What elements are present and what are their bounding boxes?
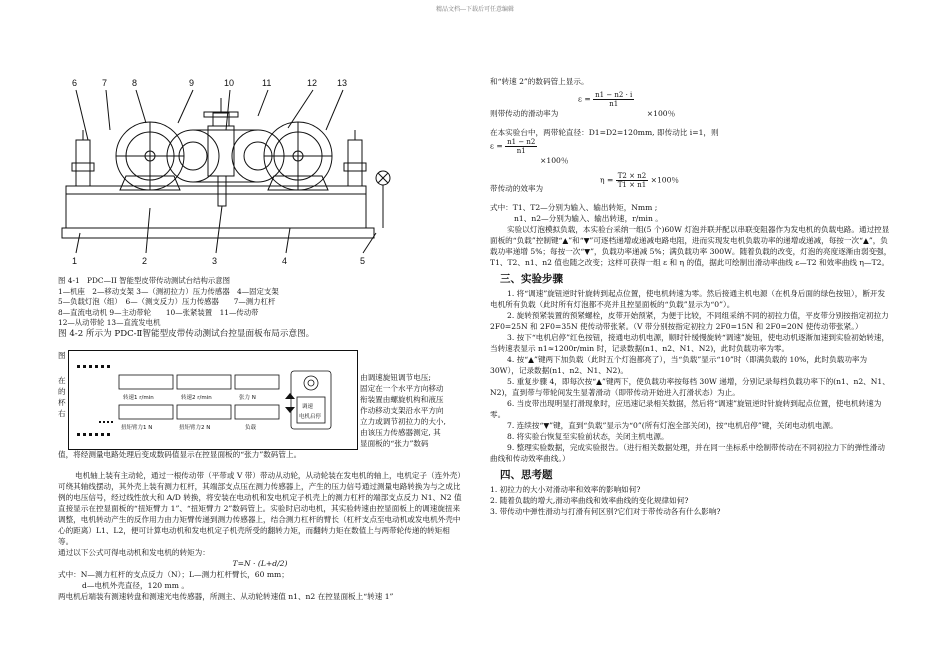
var-line: 式中：T1、T2—分别为输入、输出转矩，Nmm ; [490, 203, 658, 212]
question-item: 3. 带传动中弹性滑动与打滑有何区别?它们对于带传动各有什么影响? [490, 507, 721, 516]
torque-paragraph: 电机轴上装有主动轮，通过一根传动带（平带或 V 带）带动从动轮，从动轮装在发电机的轴上，电机定子（连外壳）可绕其轴线摆动，其外壳上装有测力杠杆，其端部支点压在测力传感器上，产生的压力信号通过测量电路转换为与之成比例的电压信号，经过线性放大和 A/D 转换，将安装在电动机和发电机定子机壳上的测力杠杆的端部支点反力 N1、N2 值直接显示在控显面板的“扭矩臂力 1”、“扭矩臂力 2”数码管上。实验时启动电机，其实验转速由控显面板上的调速旋扭来调整，电机转动产生的反作用力由力矩臂传递到测力传感器上，结合测力杠杆的臂长（杠杆支点至电动机或发电机外壳中心的距离）L1、L2，便可计算电动机和发电机定子机壳所受的翻转力矩，而翻转力矩在数值上与两带轮传递的转矩相等。 [58, 471, 462, 546]
left-body [58, 470, 462, 602]
where-line: d—电机外壳直径，120 mm 。 [82, 581, 189, 590]
torque-lead: 通过以下公式可得电动机和发电机的转矩为： [58, 548, 210, 557]
step-item: 8. 将实验台恢复至实验前状态，关闭主机电源。 [507, 432, 669, 441]
display-label-arm-force1: 扭矩臂力1 N [121, 425, 153, 431]
section-questions-title: 四、思考题 [500, 469, 553, 481]
callout-13: 13 [337, 78, 348, 88]
callout-7: 7 [102, 78, 108, 88]
callout-11: 11 [262, 78, 272, 88]
callout-3: 3 [212, 256, 218, 266]
step-item: 2. 旋转预紧装置的预紧螺栓，皮带开始预紧，为便于比较，不同组采纳不同的初拉力值，平皮带分别按指定初拉力 2F0=25N 和 2F0=35N 使传动带张紧。（V 带分别按指定初拉力 2F0=15N 和 2F0=20N 使传动带张紧。） [490, 311, 889, 331]
display-note: 和“转速 2”的数码管上显示。 [490, 77, 589, 86]
callout-9: 9 [189, 78, 195, 88]
figure1-legend-line: 1—机座 2—移动支架 3—（测初拉力）压力传感器 4—固定支架 [58, 286, 279, 296]
figure-test-bench [58, 68, 448, 273]
display-label-tension: 张力 N [239, 395, 256, 401]
callout-6: 6 [72, 78, 78, 88]
question-item: 2. 随着负载的增大,滑动率曲线和效率曲线的变化规律如何? [490, 496, 689, 505]
figure1-legend-line: 12—从动带轮 13—直流发电机 [58, 318, 161, 327]
step-item: 5. 重复步骤 4，即每次按“▲”键两下，使负载功率按每档 30W 递增，分别记录每档负载功率下的(n1、n2、N1、N2)，直到带与带轮间发生显著滑动（即带传动开始进入打滑状态）为止。 [490, 377, 890, 397]
tuning-knob-label: 调速 [302, 404, 314, 410]
step-item: 3. 按下“电机启停”红色按钮，接通电动机电源，顺时针缓慢旋转“调速”旋钮，使电动机逐渐加速到实验初始转速，当转速表显示 n1≈1200r/min 时，记录数据(n1、n2、N1、N2)，此时负载功率为零。 [490, 333, 890, 353]
control-panel-drawing [69, 351, 357, 449]
callout-8: 8 [132, 78, 138, 88]
question-item: 1. 初拉力的大小对滑动率和效率的影响如何? [490, 485, 641, 494]
slip-formula-2: ε = $\frac{n1 - n2}{n1}$ [490, 138, 536, 155]
efficiency-label: 带传动的效率为 [490, 184, 544, 193]
display-label-arm-force2: 扭矩臂力2 N [179, 425, 211, 431]
question-list [490, 484, 892, 517]
figure1-caption [58, 276, 458, 329]
up-arrow-icon [285, 393, 295, 399]
step-item: 7. 连续按“▼”键，直到“负载”显示为“0”(所有灯泡全部关闭)，按“电机启停”键，关闭电动机电源。 [507, 421, 838, 430]
step-item: 6. 当皮带出现明显打滑现象时，应迅速记录相关数据，然后将“调速”旋钮逆时针旋转到起点位置，使电机转速为零。 [490, 399, 882, 419]
display-label-speed2: 转速2 r/min [181, 395, 212, 401]
step-item: 9. 整理实验数据，完成实验报告。（进行相关数据处理，并在同一坐标系中绘制带传动在不同初拉力下的弹性滑动曲线和传动效率曲线。） [490, 443, 885, 463]
callout-1: 1 [72, 256, 78, 266]
display-label-load: 负载 [245, 425, 257, 431]
section-steps-title: 三、实验步骤 [500, 273, 563, 285]
slip-label-line: 则带传动的滑动率为 ×100％ [490, 109, 676, 118]
var-line: n1、n2—分别为输入、输出转速，r/min 。 [514, 214, 663, 223]
slip2-tail: ×100％ [540, 156, 569, 165]
where-line: 式中：N—测力杠杆的支点反力（N）；L—测力杠杆臂长，60 mm； [58, 570, 289, 579]
control-panel [68, 350, 358, 450]
figure1-title: 图 4-1 PDC—II 智能型皮带传动测试台结构示意图 [58, 276, 231, 285]
step-item: 1. 将“调速”旋钮逆时针旋转到起点位置，使电机转速为零。然后接通主机电源（在机身后面的绿色按钮），断开发电机所有负载（此时所有灯泡都不亮并且控显面板的“负载”显示为“0”）。 [490, 289, 886, 309]
panel-overlap-line: 值，将经测量电路处理后变成数码值显示在控显面板的“张力”数码管上。 [58, 450, 302, 459]
panel-side-right: 由调速旋钮调节电压; 固定在一个水平方向移动 衔装置由螺旋机构和液压 作动移动支架沿水平方向 立力或调节初拉力的大小, 由该压力传感器测定, 其 显面板的“张力”数码 [360, 373, 446, 448]
slip-formula: ε = $\frac{n1 - n2 \cdot i}{n1}$ [578, 91, 633, 108]
efficiency-formula: η = $\frac{T2 \times n2}{T1 \times n1}$ ×100％ [600, 172, 680, 189]
step-item: 4. 按“▲”键两下加负载（此时五个灯泡都亮了），当“负载”显示“10”时（即满负载的 10%，此时负载功率为 30W），记录数据(n1、n2、N1、N2)。 [490, 355, 868, 375]
callout-2: 2 [142, 256, 148, 266]
down-arrow-icon [285, 407, 295, 413]
callout-5: 5 [360, 256, 366, 266]
torque-formula: T=N · (L+d/2) [232, 559, 288, 568]
figure1-legend-line: 8—直流电动机 9—主动带轮 10—张紧装置 11—传动带 [58, 307, 259, 317]
panel-side-left: 图 在 的 杯 右 [58, 351, 66, 418]
load-paragraph: 实验以灯泡模拟负载，本实验台采纳一组(5 个)60W 灯泡并联并配以串联变阻器作为发电机的负载电路。通过控显面板的“负载”控制键“▲”和“▼”可逐档递增或递减电路电阻，进而实现发电机负载功率的递增或递减，每按一次“▲”，负载功率递增 5%；每按一次“▼”，负载功率递减 5%；满负载功率 300W。随着负载的改变，灯泡的亮度逐渐由弱变强，T1、T2、n1、n2 值也随之改变；这样可获得一组 ε 和 η 的值，据此可绘制出滑动率曲线 ε—T2 和效率曲线 η—T2。 [490, 225, 892, 267]
callout-10: 10 [224, 78, 235, 88]
page-header: 精品文档---下载后可任意编辑 [435, 6, 515, 13]
panel-intro: 图 4-2 所示为 PDC-Ⅱ智能型皮带传动测试台控显面板布局示意图。 [58, 329, 315, 339]
where-line: 两电机后端装有测速转盘和测速光电传感器，所测主、从动轮转速值 n1、n2 在控显面板上“转速 1” [58, 592, 394, 601]
figure1-legend-line: 5—负载灯泡（组） 6—（测支反力）压力传感器 7—测力杠杆 [58, 297, 276, 306]
start-button-label: 电机启停 [299, 414, 322, 420]
diameter-line: 在本实验台中，两带轮直径：D1=D2=120mm, 即传动比 i=1，则 [490, 128, 719, 137]
callout-12: 12 [307, 78, 318, 88]
bench-drawing [58, 68, 448, 273]
callout-4: 4 [282, 256, 288, 266]
right-column [490, 76, 892, 517]
display-label-speed1: 转速1 r/min [123, 395, 154, 401]
